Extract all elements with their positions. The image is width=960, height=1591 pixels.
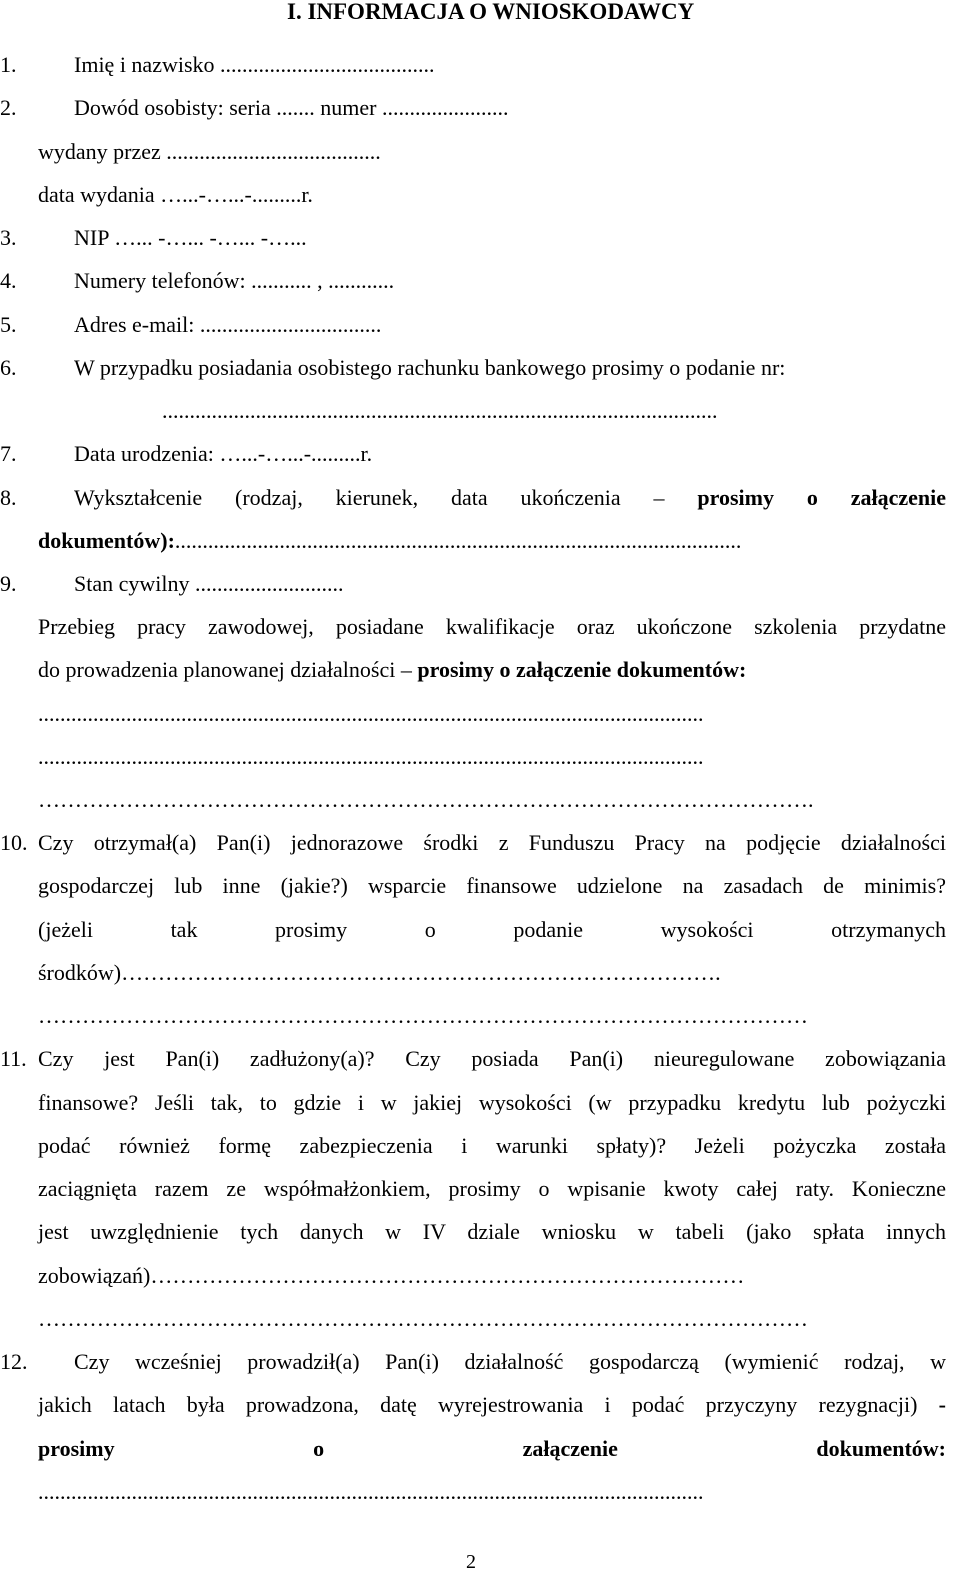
- item-2-id-series-field: Dowód osobisty: seria ....... numer .......................: [74, 95, 509, 120]
- item-7-number: 7.: [0, 441, 17, 466]
- item-5-email-field: Adres e-mail: .................................: [74, 312, 382, 337]
- item-2-issue-date-field: data wydania …...-…...-.........r.: [38, 182, 313, 207]
- item-12-number: 12.: [0, 1349, 28, 1374]
- item-3-number: 3.: [0, 225, 17, 250]
- item-9-work-history-line2: [38, 656, 746, 684]
- item-8-dots: .......................................................................................................: [174, 528, 742, 553]
- item-12-line2-text: jakich latach była prowadzona, datę wyrejestrowania i podać przyczyny rezygnacji): [38, 1392, 918, 1417]
- item-10-funds-field: środków)……………………………………………………………………….: [38, 960, 721, 985]
- item-6-number: 6.: [0, 355, 17, 380]
- section-heading: I. INFORMACJA O WNIOSKODAWCY: [287, 0, 695, 24]
- item-11-line3: podać również formę zabezpieczenia i warunki spłaty)? Jeżeli pożyczka została: [38, 1133, 946, 1158]
- item-10-line2: gospodarczej lub inne (jakie?) wsparcie finansowe udzielone na zasadach de minimis?: [38, 873, 946, 898]
- item-4-phone-field: Numery telefonów: ........... , ............: [74, 268, 395, 293]
- item-10-line1: Czy otrzymał(a) Pan(i) jednorazowe środki z Funduszu Pracy na podjęcie działalności: [38, 830, 946, 855]
- item-3-nip-field: NIP …... -…... -…... -…...: [74, 225, 307, 250]
- item-11-line2: finansowe? Jeśli tak, to gdzie i w jakiej wysokości (w przypadku kredytu lub pożyczki: [38, 1090, 946, 1115]
- item-8-number: 8.: [0, 485, 17, 510]
- item-9-marital-status-field: Stan cywilny ...........................: [74, 571, 344, 596]
- item-1-name-field: Imię i nazwisko .......................................: [74, 52, 435, 77]
- item-2-number: 2.: [0, 95, 17, 120]
- item-11-line1: Czy jest Pan(i) zadłużony(a)? Czy posiada Pan(i) nieuregulowane zobowiązania: [38, 1046, 946, 1071]
- item-8-education-label: [74, 484, 946, 512]
- item-11-liabilities-field: zobowiązań)………………………………………………………………………: [38, 1263, 745, 1288]
- item-9-dots-line-2: .........................................................................................................................: [38, 744, 704, 769]
- item-12-line1: Czy wcześniej prowadził(a) Pan(i) działalność gospodarczą (wymienić rodzaj, w: [74, 1349, 946, 1374]
- item-6-bank-account-label: W przypadku posiadania osobistego rachunku bankowego prosimy o podanie nr:: [74, 355, 786, 380]
- item-10-line3: (jeżeli tak prosimy o podanie wysokości otrzymanych: [38, 917, 946, 942]
- item-6-bank-account-field: .....................................................................................................: [162, 398, 718, 423]
- item-12-line3: [38, 1435, 946, 1463]
- page-number: 2: [466, 1551, 476, 1573]
- item-8-documents-label: dokumentów):: [38, 528, 175, 553]
- item-8-education-text: Wykształcenie (rodzaj, kierunek, data ukończenia –: [74, 485, 665, 510]
- item-11-dots-line: ……………………………………………………………………………………………: [38, 1306, 808, 1331]
- item-12-dash: -: [938, 1392, 946, 1417]
- item-9-attach-note: prosimy o załączenie dokumentów:: [417, 657, 747, 682]
- item-12-dots-line: .........................................................................................................................: [38, 1479, 704, 1504]
- item-12-attach-note-left: prosimy: [38, 1436, 115, 1461]
- item-10-dots-line: ……………………………………………………………………………………………: [38, 1003, 808, 1028]
- item-9-work-history-text: do prowadzenia planowanej działalności –: [38, 657, 412, 682]
- item-2-issued-by-field: wydany przez .......................................: [38, 139, 381, 164]
- item-11-line4: zaciągnięta razem ze współmałżonkiem, prosimy o wpisanie kwoty całej raty. Konieczne: [38, 1176, 946, 1201]
- item-11-line5: jest uwzględnienie tych danych w IV dziale wniosku w tabeli (jako spłata innych: [38, 1219, 946, 1244]
- item-4-number: 4.: [0, 268, 17, 293]
- item-9-dots-line-1: .........................................................................................................................: [38, 701, 704, 726]
- item-9-dots-line-3: …………………………………………………………………………………………….: [38, 787, 814, 812]
- item-5-number: 5.: [0, 312, 17, 337]
- item-9-number: 9.: [0, 571, 17, 596]
- item-7-birth-date-field: Data urodzenia: …...-…...-.........r.: [74, 441, 373, 466]
- item-10-number: 10.: [0, 830, 28, 855]
- item-9-work-history-line1: Przebieg pracy zawodowej, posiadane kwalifikacje oraz ukończone szkolenia przydatne: [38, 614, 946, 639]
- item-1-number: 1.: [0, 52, 17, 77]
- item-12-attach-note-right: o załączenie dokumentów:: [313, 1436, 947, 1461]
- item-11-number: 11.: [0, 1046, 27, 1071]
- item-8-education-field: [38, 527, 741, 555]
- item-12-line2: [38, 1391, 946, 1419]
- item-8-attach-note: prosimy o załączenie: [697, 485, 946, 510]
